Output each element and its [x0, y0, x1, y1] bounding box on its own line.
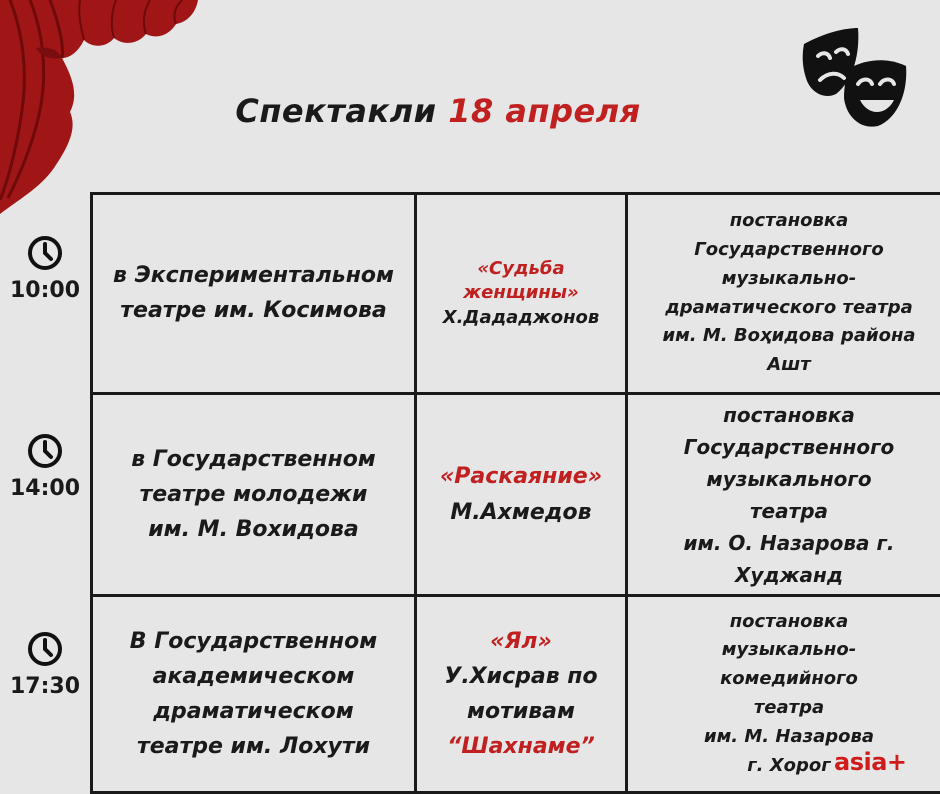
production-line: им. М. Назарова	[703, 725, 875, 747]
clock-icon	[26, 234, 64, 272]
production-line: Государственного	[683, 434, 895, 459]
production-line: музыкально-	[721, 267, 857, 289]
venue-cell	[90, 594, 417, 794]
production-line: постановка	[729, 610, 849, 632]
play-cell	[414, 192, 628, 395]
venue-line: им. М. Вохидова	[148, 517, 359, 543]
production-line: Ашт	[767, 354, 811, 376]
title-main: Спектакли	[235, 92, 437, 130]
production-line: им. М. Воҳидова района	[662, 325, 916, 347]
play-cell	[414, 392, 628, 597]
production-line: Государственного	[694, 238, 884, 260]
production-cell	[625, 392, 940, 597]
venue-line: в Государственном	[131, 446, 376, 472]
production-line: им. О. Назарова г.	[683, 530, 895, 555]
venue-cell	[90, 192, 417, 395]
title-date: 18 апреля	[448, 92, 641, 130]
venue-line: академическом	[152, 663, 355, 689]
production-line: г. Хорог	[747, 754, 831, 776]
time-label: 14:00	[9, 476, 81, 501]
venue-line: театре им. Косимова	[120, 297, 387, 323]
time-slot	[0, 234, 90, 303]
production-cell	[625, 192, 940, 395]
play-author: У.Хисрав по мотивам	[444, 663, 598, 724]
play-title: «Ял»	[490, 628, 552, 654]
venue-line: драматическом	[153, 699, 354, 724]
venue-line: в Экспериментальном	[112, 263, 394, 289]
play-author: Х.Дададжонов	[442, 306, 600, 328]
play-title: «Раскаяние»	[439, 464, 603, 490]
production-line: постановка	[729, 210, 849, 232]
production-line: театра	[749, 498, 829, 523]
production-line: драматического театра	[665, 296, 913, 318]
production-line: музыкально-	[721, 639, 857, 661]
play-title: «Судьба женщины»	[463, 258, 579, 304]
play-author: М.Ахмедов	[450, 499, 592, 525]
venue-cell	[90, 392, 417, 597]
clock-icon	[26, 432, 64, 470]
venue-line: театре молодежи	[139, 481, 368, 507]
time-label: 10:00	[9, 278, 81, 303]
venue-line: театре им. Лохути	[136, 734, 371, 760]
clock-icon	[26, 630, 64, 668]
time-label: 17:30	[9, 674, 81, 699]
time-slot	[0, 630, 90, 699]
production-line: театра	[753, 697, 825, 718]
venue-line: В Государственном	[129, 628, 378, 654]
production-line: Худжанд	[735, 562, 843, 587]
production-line: комедийного	[720, 668, 858, 690]
play-cell	[414, 594, 628, 794]
brand-logo: asia+	[834, 748, 907, 776]
schedule-table	[90, 192, 940, 792]
production-line: постановка	[723, 402, 855, 427]
page-title	[0, 92, 876, 130]
time-slot	[0, 432, 90, 501]
play-source: “Шахнаме”	[447, 734, 595, 760]
production-line: музыкального	[706, 466, 872, 491]
